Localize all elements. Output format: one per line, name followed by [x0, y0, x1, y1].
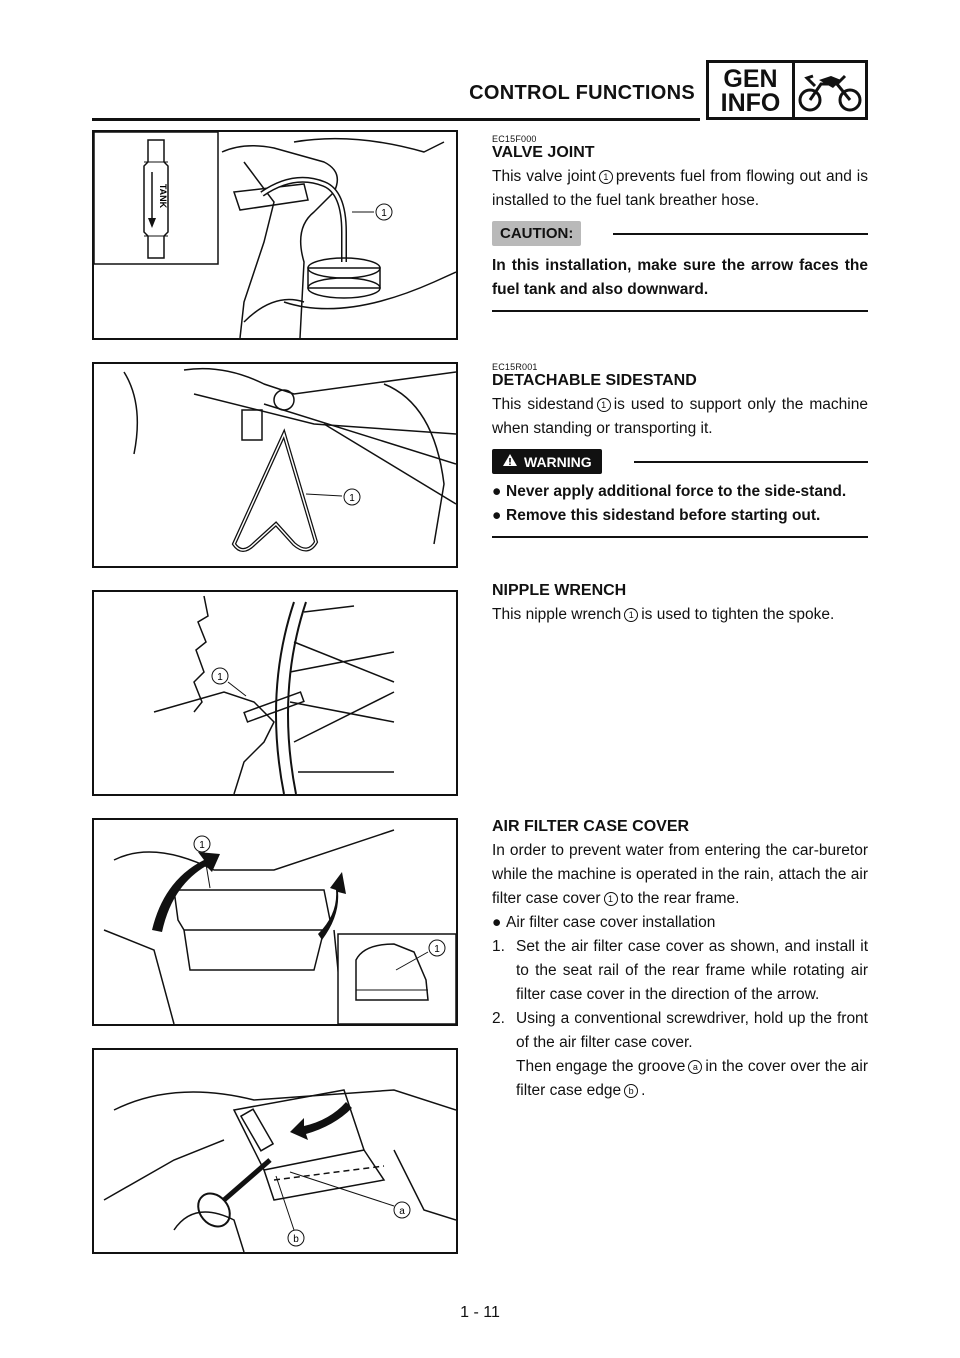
figure-valve-joint: [92, 130, 458, 340]
callout-1: 1: [199, 840, 205, 851]
section-title: VALVE JOINT: [492, 144, 595, 161]
step-1: 1. Set the air filter case cover as shown, and install it to the seat rail of the rear frame while rotating air filter case cover in the direction of the arrow.: [492, 938, 868, 1003]
section-text: This sidestand 1 is used to support only the machine when standing or transporting it.: [492, 396, 868, 437]
section-title: NIPPLE WRENCH: [492, 582, 627, 599]
warning-callout: [492, 449, 868, 474]
step-2: 2. Using a conventional screwdriver, hold up the front of the air filter case cover.: [492, 1010, 868, 1051]
badge-text: [709, 63, 795, 117]
callout-1-inset: 1: [434, 944, 440, 955]
badge-line-1: GEN: [723, 65, 778, 93]
section-text: This nipple wrench 1 is used to tighten the spoke.: [492, 606, 835, 623]
list-item: ● Remove this sidestand before starting out.: [492, 507, 821, 524]
section-air-filter-cover: [492, 818, 868, 1103]
ref-marker: 1: [624, 608, 638, 622]
warning-label: WARNING: [492, 449, 602, 474]
warning-end-rule: [492, 536, 868, 538]
section-text: This valve joint 1 prevents fuel from flowing out and is installed to the fuel tank breather hose.: [492, 168, 868, 209]
header-rule: [92, 118, 700, 121]
caution-label: CAUTION:: [492, 221, 581, 246]
tank-label: TANK: [158, 183, 168, 209]
ref-marker: 1: [599, 170, 613, 184]
step-2-detail: Then engage the groove a in the cover over the air filter case edge b .: [516, 1058, 868, 1099]
page-title: CONTROL FUNCTIONS: [469, 82, 695, 104]
warning-list: [492, 480, 868, 528]
list-item: ● Air filter case cover installation: [492, 914, 716, 931]
section-code: EC15R001: [492, 362, 538, 372]
section-valve-joint: [492, 134, 868, 312]
caution-callout: [492, 221, 868, 246]
section-title: DETACHABLE SIDESTAND: [492, 372, 697, 389]
section-title: AIR FILTER CASE COVER: [492, 818, 690, 835]
caution-end-rule: [492, 310, 868, 312]
list-item: ● Never apply additional force to the side-stand.: [492, 483, 847, 500]
caution-text: In this installation, make sure the arrow faces the fuel tank and also downward.: [492, 257, 868, 298]
callout-1: 1: [349, 493, 355, 504]
sidestand-triangle-icon: [234, 434, 316, 550]
callout-a: a: [399, 1206, 405, 1217]
figure-groove-engage: [92, 1048, 458, 1254]
section-nipple-wrench: [492, 582, 868, 627]
ref-marker: 1: [604, 892, 618, 906]
warning-triangle-icon: [502, 453, 518, 470]
ref-marker-b: b: [624, 1084, 638, 1098]
ref-marker: 1: [597, 398, 611, 412]
section-code: EC15F000: [492, 134, 537, 144]
callout-b: b: [293, 1234, 299, 1245]
ref-marker-a: a: [688, 1060, 702, 1074]
callout-1: 1: [381, 208, 387, 219]
badge-line-2: INFO: [720, 89, 781, 117]
section-text: In order to prevent water from entering the car-buretor while the machine is operated in the rain, attach the air filter case cover 1 to the rear frame.: [492, 842, 868, 907]
section-sidestand: [492, 362, 868, 538]
callout-1: 1: [217, 672, 223, 683]
motorcycle-icon: [795, 63, 865, 117]
figure-air-filter-cover: [92, 818, 458, 1026]
page-number: 1 - 11: [460, 1304, 500, 1321]
figure-nipple-wrench: [92, 590, 458, 796]
figure-sidestand: [92, 362, 458, 568]
section-badge: [706, 60, 868, 120]
